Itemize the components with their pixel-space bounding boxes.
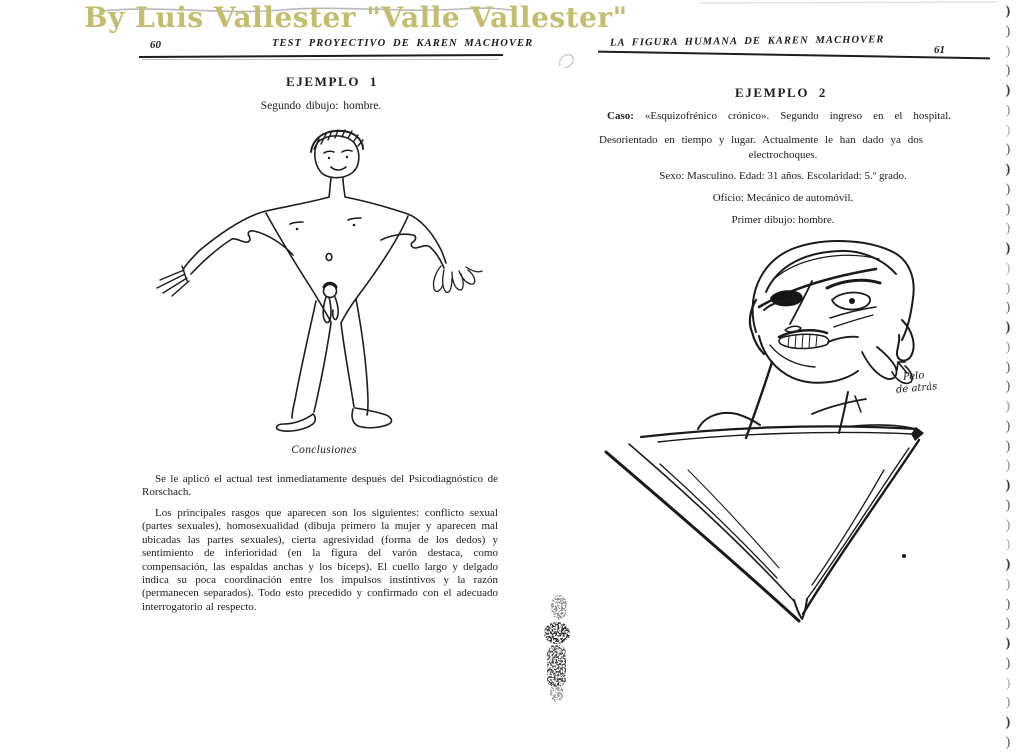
binding-mark: ) [1005,23,1011,39]
right-page-number: 61 [934,44,945,56]
right-running-title: LA FIGURA HUMANA DE KAREN MACHOVER [609,34,885,49]
binding-mark: ) [1005,83,1011,98]
head-bust-sketch-drawing [588,236,1000,632]
binding-mark: ) [1005,162,1011,177]
binding-mark: ) [1005,63,1011,79]
binding-mark: ) [1005,201,1011,217]
left-header-rule-shadow [142,59,498,60]
case-line-1 [607,110,951,123]
example-1-heading: EJEMPLO 1 [286,74,378,89]
binding-mark: ) [1005,142,1011,158]
binding-mark: ) [1005,359,1011,375]
conclusions-paragraph-2: Los principales rasgos que aparecen son los siguientes: conflicto sexual (partes sexuales), homosexualidad (dibuja primero la mujer y aparecen mal ubicadas las partes sexuales), cierta agresividad (forma de los dedos) y sentimiento de inferioridad (en la figura del varón destaca, como compensación, las espaldas anchas y los bíceps). El cuello largo y delgado indica su poca coordinación entre los impulsos instintivos y la razón (permanecen separados). Todo esto precedido y confirmado con el adecuado interrogatorio al respecto. [142,507,498,613]
drawing-caption: Segundo dibujo: hombre. [260,100,382,112]
binding-mark: ) [1005,300,1011,316]
binding-mark: ) [1005,517,1011,533]
binding-mark: ) [1005,715,1011,730]
binding-mark: ) [1005,260,1011,276]
binding-mark: ) [1005,43,1011,59]
case-label: Caso: [607,110,634,122]
binding-mark: ) [1005,438,1011,454]
conclusions-heading: Conclusiones [291,444,357,456]
binding-mark: ) [1005,458,1011,474]
binding-mark: ) [1005,497,1011,513]
left-header-rule [139,54,503,58]
binding-mark: ) [1005,695,1011,711]
binding-mark: ) [1005,557,1011,572]
binding-marks [1001,5,1015,750]
right-header-rule [598,51,990,60]
binding-mark: ) [1005,379,1011,395]
binding-mark: ) [1005,418,1011,434]
binding-mark: ) [1005,576,1011,592]
binding-mark: ) [1005,339,1011,355]
binding-mark: ) [1005,181,1011,197]
case-text-1: «Esquizofrénico crónico». Segundo ingreso en el hospital. [644,110,951,122]
male-figure-drawing [130,124,504,446]
example-2-heading: EJEMPLO 2 [735,85,827,100]
binding-mark: ) [1005,399,1011,414]
binding-mark: ) [1005,636,1011,651]
binding-mark: ) [1005,221,1011,237]
case-line-3: electrochoques. [748,149,818,161]
binding-mark: ) [1005,596,1011,612]
binding-mark: ) [1005,675,1011,691]
binding-mark: ) [1005,102,1011,118]
gutter-artifact [556,50,580,74]
binding-mark: ) [1005,734,1011,750]
binding-mark: ) [1005,241,1011,256]
binding-mark: ) [1005,537,1011,553]
binding-mark: ) [1005,122,1011,138]
watermark-text: By Luis Vallester "Valle Vallester" [84,1,628,34]
binding-mark: ) [1005,280,1011,296]
handwritten-note-line-2: de atrás [895,381,938,396]
occupation-line: Oficio: Mecánico de automóvil. [712,192,854,204]
first-drawing-line: Primer dibujo: hombre. [731,214,835,226]
sex-age-line: Sexo: Masculino. Edad: 31 años. Escolaridad: 5.º grado. [659,170,907,182]
left-running-title: TEST PROYECTIVO DE KAREN MACHOVER [272,38,534,49]
binding-mark: ) [1005,655,1011,671]
conclusions-paragraph-1: Se le aplicó el actual test inmediatamente después del Psicodiagnóstico de Rorschach. [142,473,498,499]
gutter-smudge [536,595,582,707]
case-line-2: Desorientado en tiempo y lugar. Actualmente le han dado ya dos [599,134,923,146]
handwritten-note-line-1: Pelo [902,370,925,383]
binding-mark: ) [1005,4,1011,19]
scan-streak-top-right [700,0,1000,8]
binding-mark: ) [1005,616,1011,632]
left-page-number: 60 [150,39,161,51]
binding-mark: ) [1005,320,1011,335]
binding-mark: ) [1005,478,1011,493]
